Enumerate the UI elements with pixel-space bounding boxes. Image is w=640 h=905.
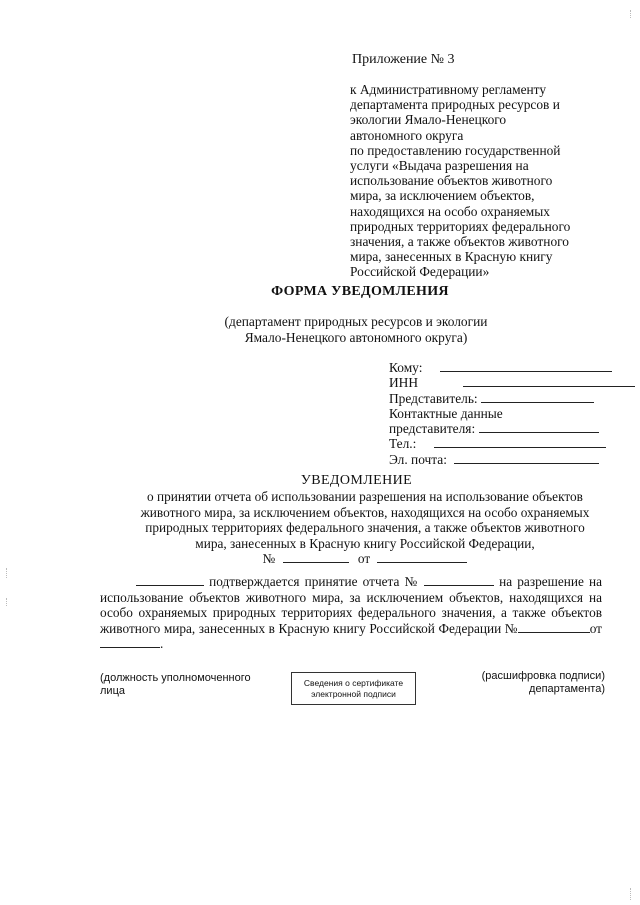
field-contact-label-1: Контактные данные bbox=[389, 405, 503, 421]
field-email-row bbox=[389, 452, 635, 467]
notice-line: животного мира, за исключением объектов, находящихся на особо охраняемых bbox=[140, 504, 590, 520]
field-contact-line[interactable] bbox=[479, 421, 599, 433]
scan-edge-mark bbox=[6, 568, 8, 578]
appendix-line: значения, а также объектов животного bbox=[350, 234, 569, 250]
field-to-row bbox=[389, 360, 635, 375]
field-inn-row bbox=[389, 375, 635, 390]
notice-line: мира, занесенных в Красную книгу Российской Федерации, bbox=[195, 535, 535, 551]
department-line-1: (департамент природных ресурсов и экологии bbox=[224, 314, 488, 329]
para-permit-number-line[interactable] bbox=[518, 621, 590, 633]
para-date-line[interactable] bbox=[136, 574, 204, 586]
confirmation-paragraph bbox=[100, 574, 602, 652]
signature-position-line-2: лица bbox=[100, 685, 125, 697]
notice-line: природных территориях федерального значения, а также объектов животного bbox=[145, 520, 585, 535]
certificate-line-2: электронной подписи bbox=[311, 689, 396, 699]
signature-decoding bbox=[460, 670, 605, 696]
field-contact-label-2: представителя: bbox=[389, 421, 476, 437]
notice-from-label: от bbox=[357, 551, 371, 566]
notice-number-line[interactable] bbox=[283, 551, 349, 563]
department-heading bbox=[0, 314, 640, 345]
recipient-fields bbox=[389, 360, 635, 467]
notice-number-label: № bbox=[262, 551, 276, 566]
para-permit-date-line[interactable] bbox=[100, 636, 160, 648]
appendix-line: природных территориях федерального bbox=[350, 218, 571, 234]
field-email-line[interactable] bbox=[454, 452, 599, 464]
field-to-label: Кому: bbox=[389, 360, 423, 375]
signature-decoding-line-1: (расшифровка подписи) bbox=[481, 670, 605, 682]
signature-position-line-1: (должность уполномоченного bbox=[100, 672, 251, 684]
appendix-line: услуги «Выдача разрешения на bbox=[350, 158, 529, 174]
signature-decoding-line-2: департамента) bbox=[529, 683, 605, 695]
appendix-line: к Административному регламенту bbox=[350, 82, 547, 97]
appendix-line: мира, занесенных в Красную книгу bbox=[350, 249, 553, 265]
notice-number-row bbox=[100, 551, 630, 567]
notice-date-line[interactable] bbox=[377, 551, 467, 563]
certificate-box bbox=[291, 672, 416, 705]
department-line-2: Ямало-Ненецкого автономного округа) bbox=[244, 329, 468, 345]
appendix-line: находящихся на особо охраняемых bbox=[350, 203, 550, 219]
field-email-label: Эл. почта: bbox=[389, 451, 447, 467]
para-text-1: подтверждается принятие отчета № bbox=[209, 574, 419, 589]
appendix-line: по предоставлению государственной bbox=[350, 142, 561, 158]
appendix-line: автономного округа bbox=[350, 127, 464, 143]
notice-title: УВЕДОМЛЕНИЕ bbox=[300, 473, 413, 488]
notice-line: о принятии отчета об использовании разрешения на использование объектов bbox=[147, 489, 583, 504]
para-text-2: на разрешение на использование объектов животного мира, за исключением объектов, находящихся на особо охраняемых природных территориях федерального значения, а также объектов животного мира, занесенных в Красную книгу Российской Федерации № bbox=[100, 574, 602, 636]
field-to-line[interactable] bbox=[440, 360, 612, 372]
scan-edge-mark bbox=[6, 598, 8, 606]
para-end: . bbox=[160, 636, 164, 652]
field-representative-label: Представитель: bbox=[389, 390, 478, 406]
field-contact-row bbox=[389, 406, 635, 421]
appendix-line: экологии Ямало-Ненецкого bbox=[350, 112, 507, 128]
para-from-label: от bbox=[589, 620, 602, 636]
appendix-line: использование объектов животного bbox=[350, 173, 553, 189]
signature-position bbox=[100, 672, 270, 698]
appendix-line: Российской Федерации» bbox=[350, 264, 490, 280]
field-representative-line[interactable] bbox=[481, 391, 594, 403]
appendix-body bbox=[350, 82, 620, 280]
field-phone-line[interactable] bbox=[434, 436, 606, 448]
field-contact-row-2 bbox=[389, 421, 635, 436]
appendix-line: мира, за исключением объектов, bbox=[350, 188, 535, 204]
scan-edge-mark bbox=[630, 888, 632, 900]
certificate-line-1: Сведения о сертификате bbox=[303, 678, 404, 688]
notice-subtitle bbox=[100, 489, 630, 567]
field-phone-row bbox=[389, 436, 635, 451]
field-inn-label: ИНН bbox=[389, 375, 419, 391]
field-phone-label: Тел.: bbox=[389, 436, 417, 452]
field-representative-row bbox=[389, 391, 635, 406]
form-title: ФОРМА УВЕДОМЛЕНИЯ bbox=[271, 284, 449, 299]
appendix-line: департамента природных ресурсов и bbox=[350, 97, 560, 113]
scan-edge-mark bbox=[630, 10, 632, 18]
para-report-number-line[interactable] bbox=[424, 574, 494, 586]
field-inn-line[interactable] bbox=[463, 375, 635, 387]
appendix-title: Приложение № 3 bbox=[352, 52, 455, 67]
